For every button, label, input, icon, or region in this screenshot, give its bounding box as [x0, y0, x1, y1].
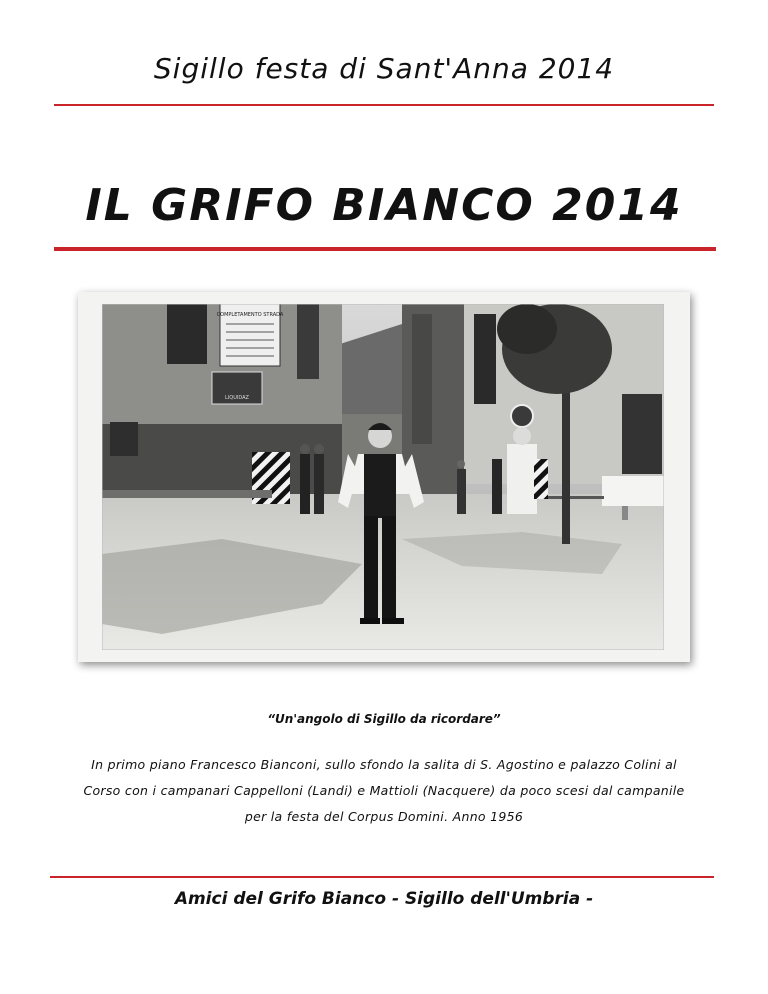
- caption-body: [54, 752, 714, 830]
- photo-scene: [102, 304, 664, 650]
- wall-sign-lower-text: LIQUIDAZ: [225, 395, 249, 401]
- wall-sign-upper-text: COMPLETAMENTO STRADA: [216, 312, 284, 318]
- bench: [602, 476, 664, 506]
- top-divider: [54, 104, 714, 106]
- caption-line: Corso con i campanari Cappelloni (Landi) e Mattioli (Nacquere) da poco scesi dal campanile: [83, 783, 685, 798]
- page-subtitle: Sigillo festa di Sant'Anna 2014: [153, 52, 615, 85]
- historic-photo: [78, 292, 690, 662]
- footer-divider: [50, 876, 714, 878]
- caption-line: per la festa del Corpus Domini. Anno 1956: [244, 809, 524, 824]
- title-divider: [54, 247, 716, 251]
- caption-title: “Un'angolo di Sigillo da ricordare”: [267, 712, 501, 726]
- page-title: IL GRIFO BIANCO 2014: [85, 180, 683, 231]
- footer-text: Amici del Grifo Bianco - Sigillo dell'Umbria -: [174, 889, 594, 909]
- monument-pedestal: [507, 444, 537, 514]
- caption-line: In primo piano Francesco Bianconi, sullo sfondo la salita di S. Agostino e palazzo Colini al: [91, 757, 677, 772]
